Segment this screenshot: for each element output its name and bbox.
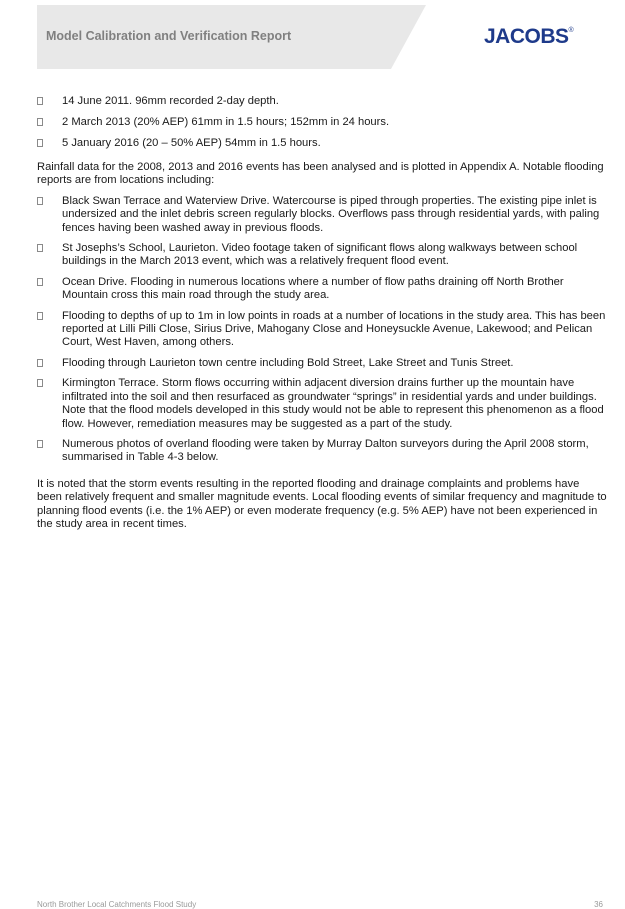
bullet-icon (37, 244, 43, 252)
list-item (37, 276, 607, 303)
bullet-icon (37, 197, 43, 205)
bullet-icon (37, 97, 43, 105)
bullet-icon (37, 118, 43, 126)
bullet-icon (37, 139, 43, 147)
list-item-text: 5 January 2016 (20 – 50% AEP) 54mm in 1.5 hours. (62, 136, 321, 149)
bullet-icon (37, 359, 43, 367)
logo-text: JACOBS (484, 25, 569, 48)
list-item (37, 357, 607, 370)
page-number: 36 (594, 900, 603, 909)
list-item-text: Black Swan Terrace and Waterview Drive. Watercourse is piped through properties. The existing pipe inlet is undersized and the inlet debris screen regularly blocks. Overflows pass through residential yards, with paling fences having been washed away in previous floods. (62, 194, 600, 234)
jacobs-logo (484, 25, 573, 49)
list-item (37, 137, 607, 150)
list-item-text: Ocean Drive. Flooding in numerous locations where a number of flow paths draining off North Brother Mountain cross this main road through the study area. (62, 275, 564, 302)
bullet-icon (37, 379, 43, 387)
list-item-text: Numerous photos of overland flooding were taken by Murray Dalton surveyors during the April 2008 storm, summarised in Table 4-3 below. (62, 437, 589, 464)
list-item-text: St Josephs’s School, Laurieton. Video footage taken of significant flows along walkways between school buildings in the March 2013 event, which was a relatively frequent flood event. (62, 242, 578, 268)
list-item (37, 95, 607, 108)
bullet-icon (37, 278, 43, 286)
document-body (37, 95, 607, 538)
report-title: Model Calibration and Verification Report (46, 29, 292, 43)
bullet-icon (37, 312, 43, 320)
closing-paragraph: It is noted that the storm events resulting in the reported flooding and drainage complaints and problems have been relatively frequent and smaller magnitude events. Local flooding events of similar frequency and magnitude to planning flood events (i.e. the 1% AEP) or even moderate frequency (e.g. 5% AEP) have not been experienced in the study area in recent times. (37, 477, 607, 530)
rainfall-event-list (37, 95, 607, 150)
list-item (37, 242, 607, 269)
list-item (37, 195, 607, 235)
list-item (37, 438, 607, 465)
registered-mark: ® (568, 27, 574, 34)
intro-paragraph: Rainfall data for the 2008, 2013 and 2016 events has been analysed and is plotted in Appendix A. Notable flooding reports are from locations including: (37, 161, 604, 187)
list-item-text: 14 June 2011. 96mm recorded 2-day depth. (62, 95, 279, 107)
list-item-text: Flooding through Laurieton town centre including Bold Street, Lake Street and Tunis Street. (62, 356, 514, 369)
list-item-text: Flooding to depths of up to 1m in low points in roads at a number of locations in the study area. This has been reported at Lilli Pilli Close, Sirius Drive, Mahogany Close and Honeysuckle Avenue, Lakewood; and Pelican Court, West Haven, among others. (62, 309, 606, 349)
footer-document-name: North Brother Local Catchments Flood Study (37, 900, 197, 909)
bullet-icon (37, 440, 43, 448)
list-item-text: 2 March 2013 (20% AEP) 61mm in 1.5 hours; 152mm in 24 hours. (62, 115, 390, 128)
list-item (37, 310, 607, 350)
list-item (37, 377, 607, 431)
flooding-location-list (37, 195, 607, 465)
list-item-text: Kirmington Terrace. Storm flows occurring within adjacent diversion drains further up the mountain have infiltrated into the soil and then resurfaced as groundwater “springs” in residential yards and under buildings. Note that the flood models developed in this study would not be able to represent this phenomenon as a flood flow. However, remediation measures may be suggested as a part of the study. (62, 377, 604, 430)
list-item (37, 116, 607, 129)
